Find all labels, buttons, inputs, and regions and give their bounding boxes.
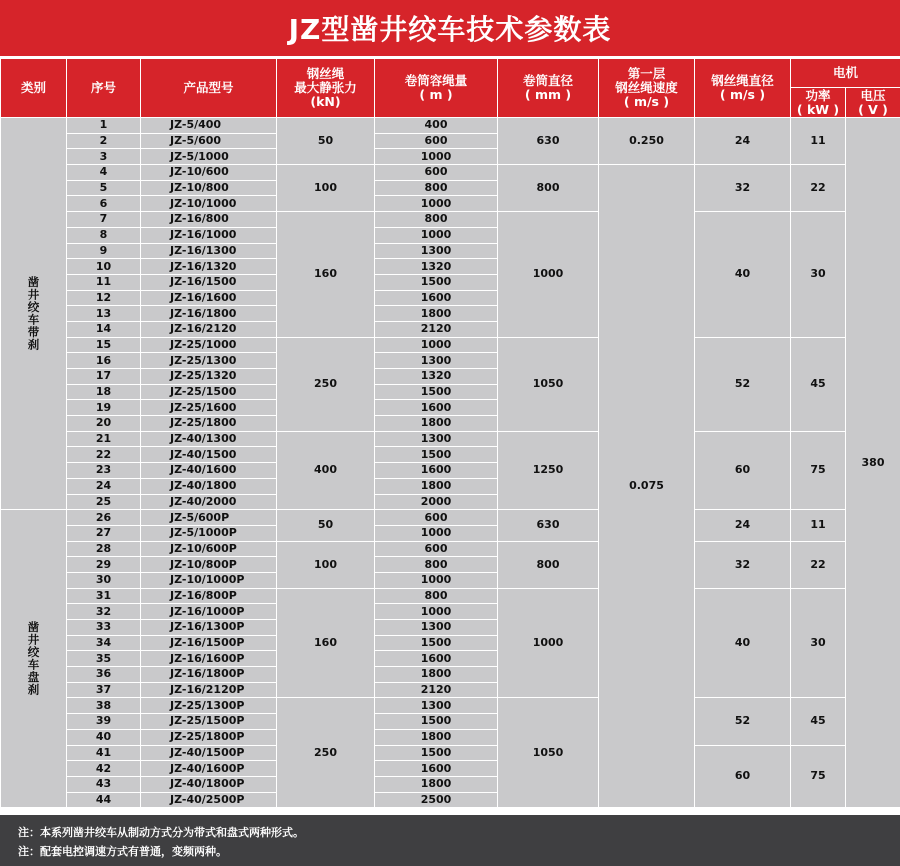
table-body xyxy=(1,118,900,808)
note-line: 注：本系列凿井绞车从制动方式分为带式和盘式两种形式。 xyxy=(18,826,304,839)
seq-cell: 25 xyxy=(67,494,141,510)
header-power-line: 功率 xyxy=(805,87,831,103)
capacity-cell: 1300 xyxy=(375,431,498,447)
seq-cell: 11 xyxy=(67,274,141,290)
capacity-cell: 600 xyxy=(375,510,498,526)
power-cell: 22 xyxy=(791,541,846,588)
rope-cell: 60 xyxy=(695,745,791,808)
seq-cell: 21 xyxy=(67,431,141,447)
seq-cell: 24 xyxy=(67,478,141,494)
header-tension-line: 钢丝绳 xyxy=(306,66,345,81)
model-cell: JZ-40/1300 xyxy=(141,431,277,447)
seq-cell: 37 xyxy=(67,682,141,698)
header-seq: 序号 xyxy=(67,59,141,118)
seq-cell: 4 xyxy=(67,165,141,181)
table-row xyxy=(1,698,900,714)
capacity-cell: 1000 xyxy=(375,227,498,243)
power-cell: 11 xyxy=(791,510,846,541)
capacity-cell: 2120 xyxy=(375,682,498,698)
seq-cell: 15 xyxy=(67,337,141,353)
tension-cell: 100 xyxy=(277,541,375,588)
capacity-cell: 1000 xyxy=(375,196,498,212)
table-row xyxy=(1,118,900,134)
model-cell: JZ-16/1800 xyxy=(141,306,277,322)
voltage-cell: 380 xyxy=(846,118,900,808)
capacity-cell: 1300 xyxy=(375,243,498,259)
seq-cell: 26 xyxy=(67,510,141,526)
speed-cell: 0.075 xyxy=(599,165,695,808)
rope-cell: 24 xyxy=(695,118,791,165)
seq-cell: 12 xyxy=(67,290,141,306)
rope-cell: 40 xyxy=(695,588,791,698)
tension-cell: 100 xyxy=(277,165,375,212)
capacity-cell: 1600 xyxy=(375,463,498,479)
capacity-cell: 1600 xyxy=(375,761,498,777)
seq-cell: 13 xyxy=(67,306,141,322)
capacity-cell: 1500 xyxy=(375,635,498,651)
seq-cell: 5 xyxy=(67,180,141,196)
capacity-cell: 1500 xyxy=(375,745,498,761)
capacity-cell: 600 xyxy=(375,165,498,181)
header-speed-line: 钢丝绳速度 xyxy=(615,80,678,95)
capacity-cell: 1500 xyxy=(375,384,498,400)
rope-cell: 32 xyxy=(695,165,791,212)
seq-cell: 41 xyxy=(67,745,141,761)
model-cell: JZ-40/1600 xyxy=(141,463,277,479)
category-cell: 凿井绞车盘刹 xyxy=(1,510,67,808)
capacity-cell: 1800 xyxy=(375,306,498,322)
capacity-cell: 1600 xyxy=(375,651,498,667)
capacity-cell: 1300 xyxy=(375,353,498,369)
seq-cell: 38 xyxy=(67,698,141,714)
power-cell: 30 xyxy=(791,588,846,698)
header-rope-line: 钢丝绳直径 xyxy=(711,73,774,88)
rope-cell: 52 xyxy=(695,698,791,745)
seq-cell: 33 xyxy=(67,620,141,636)
capacity-cell: 800 xyxy=(375,180,498,196)
seq-cell: 44 xyxy=(67,792,141,808)
power-cell: 75 xyxy=(791,745,846,808)
seq-cell: 22 xyxy=(67,447,141,463)
capacity-cell: 1000 xyxy=(375,149,498,165)
drum-cell: 1000 xyxy=(498,588,599,698)
model-cell: JZ-25/1500 xyxy=(141,384,277,400)
rope-cell: 32 xyxy=(695,541,791,588)
seq-cell: 14 xyxy=(67,321,141,337)
drum-cell: 800 xyxy=(498,165,599,212)
power-cell: 45 xyxy=(791,698,846,745)
seq-cell: 7 xyxy=(67,212,141,228)
page-title: JZ型凿井绞车技术参数表 xyxy=(0,0,900,56)
model-cell: JZ-16/1600P xyxy=(141,651,277,667)
seq-cell: 6 xyxy=(67,196,141,212)
power-cell: 11 xyxy=(791,118,846,165)
model-cell: JZ-40/1500 xyxy=(141,447,277,463)
model-cell: JZ-16/1320 xyxy=(141,259,277,275)
capacity-cell: 1320 xyxy=(375,259,498,275)
capacity-cell: 2000 xyxy=(375,494,498,510)
header-drum-line: 卷筒直径 xyxy=(522,73,573,88)
header-speed-line: 第一层 xyxy=(627,66,666,81)
header-speed-line: ( m/s ) xyxy=(623,94,670,109)
header-tension xyxy=(277,59,375,118)
model-cell: JZ-16/800 xyxy=(141,212,277,228)
seq-cell: 31 xyxy=(67,588,141,604)
header-motor: 电机 xyxy=(791,59,900,88)
header-capacity xyxy=(375,59,498,118)
header-tension-line: 最大静张力 xyxy=(294,80,357,95)
seq-cell: 9 xyxy=(67,243,141,259)
power-cell: 75 xyxy=(791,431,846,509)
header-rope-line: ( m/s ) xyxy=(719,87,766,102)
model-cell: JZ-10/600 xyxy=(141,165,277,181)
seq-cell: 30 xyxy=(67,572,141,588)
seq-cell: 2 xyxy=(67,133,141,149)
header-voltage-line: ( V ) xyxy=(858,101,888,117)
model-cell: JZ-16/1800P xyxy=(141,667,277,683)
seq-cell: 10 xyxy=(67,259,141,275)
capacity-cell: 1800 xyxy=(375,729,498,745)
capacity-cell: 1500 xyxy=(375,447,498,463)
capacity-cell: 1600 xyxy=(375,400,498,416)
model-cell: JZ-10/1000P xyxy=(141,572,277,588)
drum-cell: 1000 xyxy=(498,212,599,338)
seq-cell: 42 xyxy=(67,761,141,777)
rope-cell: 60 xyxy=(695,431,791,509)
notes-bar xyxy=(0,815,900,866)
drum-cell: 1050 xyxy=(498,337,599,431)
parameter-table xyxy=(0,58,900,808)
table-row xyxy=(1,588,900,604)
capacity-cell: 1300 xyxy=(375,698,498,714)
speed-cell: 0.250 xyxy=(599,118,695,165)
model-cell: JZ-40/1500P xyxy=(141,745,277,761)
seq-cell: 35 xyxy=(67,651,141,667)
model-cell: JZ-40/1800P xyxy=(141,776,277,792)
tension-cell: 50 xyxy=(277,510,375,541)
power-cell: 22 xyxy=(791,165,846,212)
seq-cell: 32 xyxy=(67,604,141,620)
capacity-cell: 1000 xyxy=(375,337,498,353)
seq-cell: 29 xyxy=(67,557,141,573)
capacity-cell: 800 xyxy=(375,557,498,573)
table-row xyxy=(1,541,900,557)
model-cell: JZ-10/800 xyxy=(141,180,277,196)
capacity-cell: 1000 xyxy=(375,525,498,541)
table-row xyxy=(1,745,900,761)
capacity-cell: 1320 xyxy=(375,369,498,385)
drum-cell: 630 xyxy=(498,118,599,165)
note-line: 注：配套电控调速方式有普通，变频两种。 xyxy=(18,845,227,858)
seq-cell: 28 xyxy=(67,541,141,557)
rope-cell: 40 xyxy=(695,212,791,338)
header-speed xyxy=(599,59,695,118)
drum-cell: 1050 xyxy=(498,698,599,808)
model-cell: JZ-16/800P xyxy=(141,588,277,604)
capacity-cell: 1800 xyxy=(375,478,498,494)
header-power xyxy=(791,88,846,118)
header-rope xyxy=(695,59,791,118)
model-cell: JZ-16/1600 xyxy=(141,290,277,306)
model-cell: JZ-10/1000 xyxy=(141,196,277,212)
table-row xyxy=(1,337,900,353)
model-cell: JZ-25/1800 xyxy=(141,416,277,432)
model-cell: JZ-25/1500P xyxy=(141,714,277,730)
header-capacity-line: 卷筒容绳量 xyxy=(404,73,468,88)
header-category: 类别 xyxy=(1,59,67,118)
tension-cell: 160 xyxy=(277,212,375,338)
seq-cell: 3 xyxy=(67,149,141,165)
seq-cell: 34 xyxy=(67,635,141,651)
model-cell: JZ-25/1300 xyxy=(141,353,277,369)
capacity-cell: 1600 xyxy=(375,290,498,306)
model-cell: JZ-5/1000 xyxy=(141,149,277,165)
model-cell: JZ-16/2120 xyxy=(141,321,277,337)
model-cell: JZ-5/600 xyxy=(141,133,277,149)
capacity-cell: 1800 xyxy=(375,776,498,792)
table-row xyxy=(1,510,900,526)
capacity-cell: 1000 xyxy=(375,572,498,588)
model-cell: JZ-40/1600P xyxy=(141,761,277,777)
tension-cell: 250 xyxy=(277,337,375,431)
capacity-cell: 800 xyxy=(375,588,498,604)
model-cell: JZ-5/400 xyxy=(141,118,277,134)
capacity-cell: 1800 xyxy=(375,416,498,432)
header-voltage xyxy=(846,88,900,118)
tension-cell: 50 xyxy=(277,118,375,165)
header-capacity-line: ( m ) xyxy=(419,87,453,102)
category-cell: 凿井绞车带刹 xyxy=(1,118,67,510)
seq-cell: 17 xyxy=(67,369,141,385)
model-cell: JZ-40/2000 xyxy=(141,494,277,510)
capacity-cell: 1800 xyxy=(375,667,498,683)
seq-cell: 23 xyxy=(67,463,141,479)
model-cell: JZ-16/1300 xyxy=(141,243,277,259)
seq-cell: 16 xyxy=(67,353,141,369)
model-cell: JZ-10/600P xyxy=(141,541,277,557)
table-row xyxy=(1,212,900,228)
seq-cell: 36 xyxy=(67,667,141,683)
capacity-cell: 1500 xyxy=(375,714,498,730)
tension-cell: 400 xyxy=(277,431,375,509)
capacity-cell: 2120 xyxy=(375,321,498,337)
model-cell: JZ-25/1600 xyxy=(141,400,277,416)
seq-cell: 19 xyxy=(67,400,141,416)
header-voltage-line: 电压 xyxy=(860,87,886,103)
model-cell: JZ-16/1300P xyxy=(141,620,277,636)
tension-cell: 160 xyxy=(277,588,375,698)
seq-cell: 1 xyxy=(67,118,141,134)
model-cell: JZ-16/1500 xyxy=(141,274,277,290)
table-row xyxy=(1,165,900,181)
header-model: 产品型号 xyxy=(141,59,277,118)
capacity-cell: 1000 xyxy=(375,604,498,620)
model-cell: JZ-10/800P xyxy=(141,557,277,573)
power-cell: 45 xyxy=(791,337,846,431)
header-power-line: ( kW ) xyxy=(796,101,840,117)
drum-cell: 1250 xyxy=(498,431,599,509)
seq-cell: 40 xyxy=(67,729,141,745)
model-cell: JZ-16/1500P xyxy=(141,635,277,651)
rope-cell: 24 xyxy=(695,510,791,541)
model-cell: JZ-25/1300P xyxy=(141,698,277,714)
header-drum xyxy=(498,59,599,118)
tension-cell: 250 xyxy=(277,698,375,808)
capacity-cell: 600 xyxy=(375,541,498,557)
model-cell: JZ-16/2120P xyxy=(141,682,277,698)
capacity-cell: 800 xyxy=(375,212,498,228)
model-cell: JZ-16/1000 xyxy=(141,227,277,243)
seq-cell: 18 xyxy=(67,384,141,400)
drum-cell: 630 xyxy=(498,510,599,541)
capacity-cell: 400 xyxy=(375,118,498,134)
power-cell: 30 xyxy=(791,212,846,338)
seq-cell: 39 xyxy=(67,714,141,730)
model-cell: JZ-5/1000P xyxy=(141,525,277,541)
seq-cell: 27 xyxy=(67,525,141,541)
header-tension-line: (kN) xyxy=(310,94,341,109)
header-drum-line: ( mm ) xyxy=(524,87,572,102)
model-cell: JZ-5/600P xyxy=(141,510,277,526)
rope-cell: 52 xyxy=(695,337,791,431)
seq-cell: 43 xyxy=(67,776,141,792)
model-cell: JZ-25/1800P xyxy=(141,729,277,745)
model-cell: JZ-40/2500P xyxy=(141,792,277,808)
model-cell: JZ-40/1800 xyxy=(141,478,277,494)
capacity-cell: 2500 xyxy=(375,792,498,808)
table-row xyxy=(1,431,900,447)
drum-cell: 800 xyxy=(498,541,599,588)
model-cell: JZ-25/1320 xyxy=(141,369,277,385)
model-cell: JZ-16/1000P xyxy=(141,604,277,620)
capacity-cell: 1300 xyxy=(375,620,498,636)
seq-cell: 8 xyxy=(67,227,141,243)
model-cell: JZ-25/1000 xyxy=(141,337,277,353)
capacity-cell: 600 xyxy=(375,133,498,149)
seq-cell: 20 xyxy=(67,416,141,432)
capacity-cell: 1500 xyxy=(375,274,498,290)
